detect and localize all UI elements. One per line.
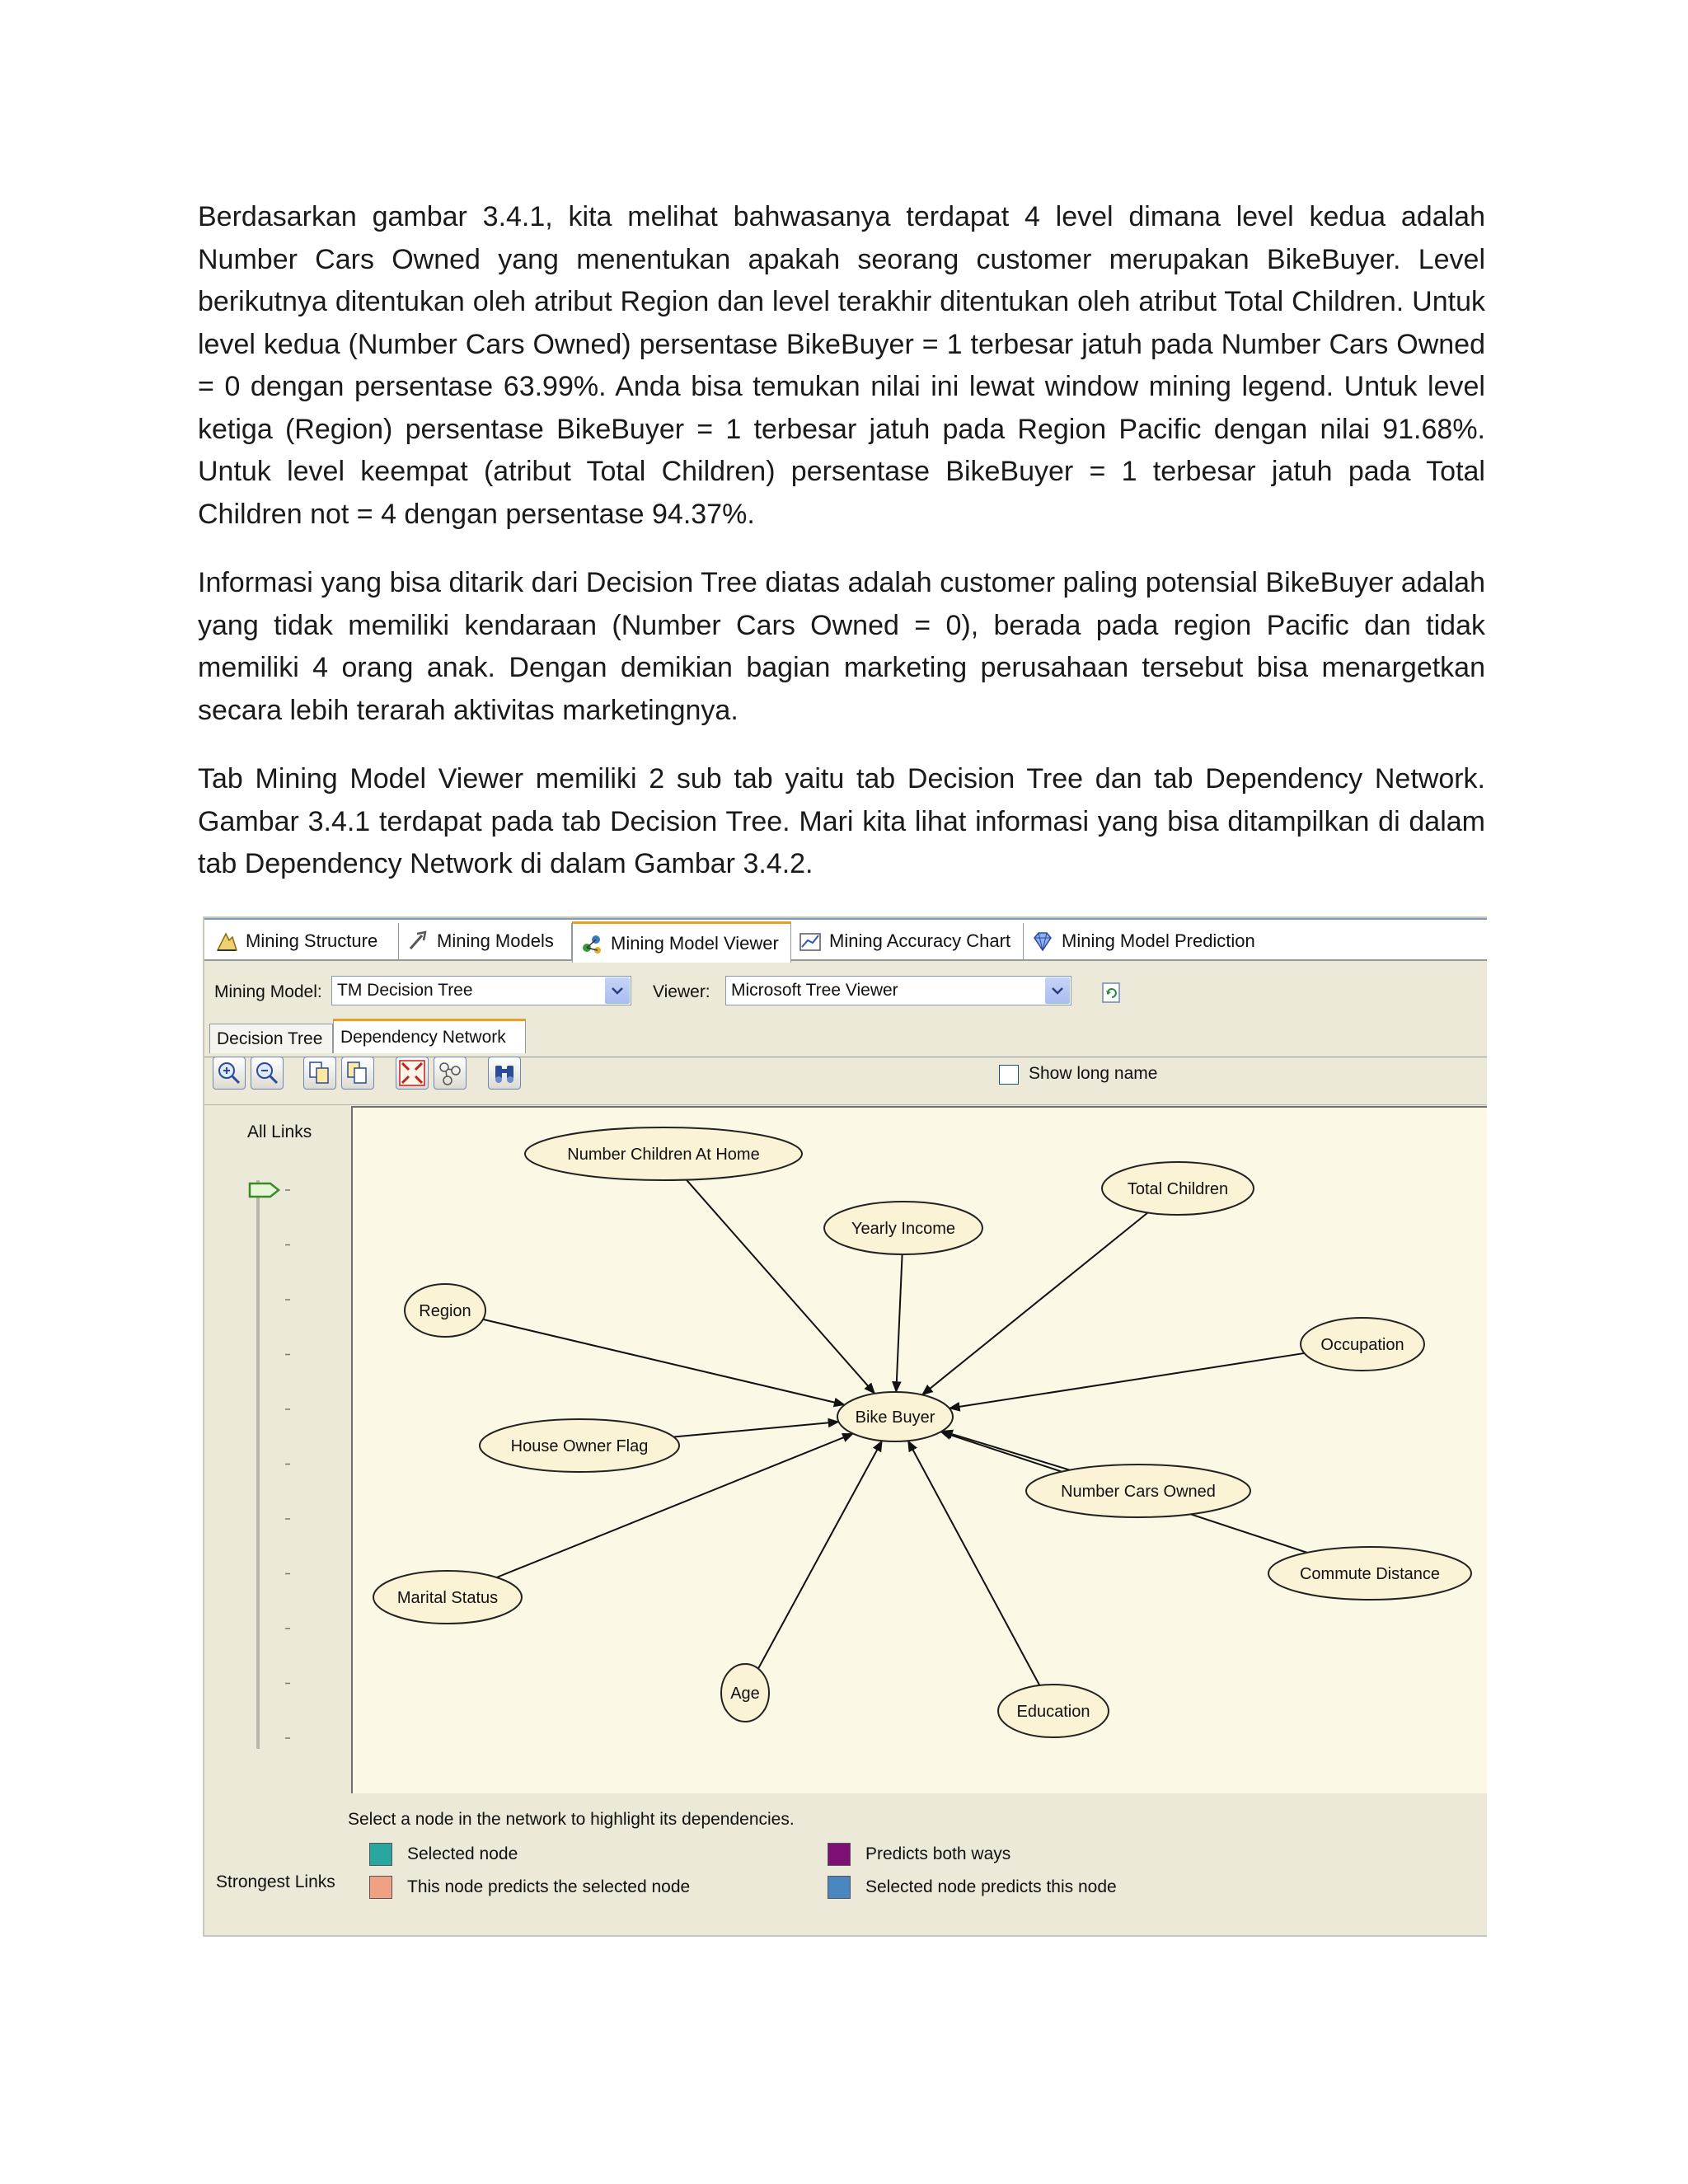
document-body (198, 196, 1485, 912)
node-label: Occupation (1320, 1336, 1404, 1354)
legend-swatch-predicts-selected (369, 1876, 392, 1899)
tab-label: Mining Model Prediction (1062, 930, 1255, 951)
link-house-owner-flag-to-bike-buyer (673, 1422, 838, 1436)
link-occupation-to-bike-buyer (950, 1353, 1305, 1408)
legend-label-selected-predicts: Selected node predicts this node (865, 1877, 1117, 1896)
subtab-decision-tree[interactable] (209, 1024, 333, 1053)
improve-layout-button[interactable] (434, 1057, 467, 1090)
tab-label: Mining Structure (246, 930, 378, 951)
node-education[interactable] (998, 1685, 1109, 1737)
subtab-label: Dependency Network (340, 1027, 506, 1047)
zoom-in-button[interactable] (213, 1057, 246, 1090)
node-label: Number Cars Owned (1061, 1483, 1216, 1501)
refresh-icon[interactable] (1101, 981, 1123, 1004)
all-links-label: All Links (247, 1122, 312, 1141)
fit-to-window-icon (396, 1057, 428, 1089)
tab-mining-structure[interactable] (208, 923, 399, 959)
show-long-name-checkbox[interactable] (999, 1065, 1019, 1085)
legend-swatch-selected-predicts (828, 1876, 851, 1899)
paragraph-1: Berdasarkan gambar 3.4.1, kita melihat bahwasanya terdapat 4 level dimana level kedua adalah Number Cars Owned yang menentukan apakah seorang customer merupakan BikeBuyer. Level berikutnya ditentukan oleh atribut Region dan level terakhir ditentukan oleh atribut Total Children. Untuk level kedua (Number Cars Owned) persentase BikeBuyer = 1 terbesar jatuh pada Number Cars Owned = 0 dengan persentase 63.99%. Anda bisa temukan nilai ini lewat window mining legend. Untuk level ketiga (Region) persentase BikeBuyer = 1 terbesar jatuh pada Region Pacific dengan nilai 91.68%. Untuk level keempat (atribut Total Children) persentase BikeBuyer = 1 terbesar jatuh pada Total Children not = 4 dengan persentase 94.37%. (198, 201, 1485, 530)
node-yearly-income[interactable] (824, 1202, 982, 1254)
node-label: Yearly Income (851, 1220, 955, 1238)
node-total-children[interactable] (1102, 1162, 1254, 1215)
node-occupation[interactable] (1301, 1318, 1424, 1371)
paragraph-2: Informasi yang bisa ditarik dari Decision Tree diatas adalah customer paling potensial BikeBuyer adalah yang tidak memiliki kendaraan (Number Cars Owned = 0), berada pada region Pacific dan tidak memiliki 4 orang anak. Dengan demikian bagian marketing perusahaan tersebut bisa menargetkan secara lebih terarah aktivitas marketingnya. (198, 567, 1485, 726)
legend-panel (204, 1793, 1487, 1937)
viewer-select[interactable] (725, 976, 1071, 1005)
node-number-cars-owned[interactable] (1026, 1465, 1250, 1517)
links-slider[interactable] (204, 1106, 351, 1782)
mining-models-icon (406, 929, 430, 954)
network-toolbar (204, 1050, 1487, 1105)
show-long-name-label: Show long name (1029, 1064, 1158, 1083)
slider-thumb[interactable] (250, 1183, 279, 1197)
strongest-links-label: Strongest Links (216, 1872, 335, 1891)
node-label: Education (1016, 1703, 1090, 1721)
node-number-children-at-home[interactable] (525, 1127, 802, 1180)
tab-label: Mining Accuracy Chart (829, 930, 1011, 951)
link-age-to-bike-buyer (758, 1441, 882, 1669)
mining-model-label: Mining Model: (214, 982, 322, 1001)
dropdown-button[interactable] (605, 977, 630, 1004)
binoculars-icon (489, 1057, 520, 1089)
legend-swatch-selected (369, 1843, 392, 1866)
viewer-value: Microsoft Tree Viewer (731, 981, 898, 1000)
chevron-down-icon (1051, 986, 1064, 996)
hint-text: Select a node in the network to highlight its dependencies. (348, 1810, 795, 1829)
link-number-cars-owned-to-bike-buyer (942, 1431, 1070, 1469)
node-marital-status[interactable] (373, 1571, 522, 1624)
node-region[interactable] (405, 1284, 485, 1337)
copy-graph-button[interactable] (303, 1057, 336, 1090)
node-label: Total Children (1127, 1180, 1229, 1198)
tab-label: Mining Models (437, 930, 554, 951)
tab-mining-model-viewer[interactable] (572, 921, 791, 963)
mining-structure-icon (214, 929, 239, 954)
accuracy-chart-icon (798, 929, 823, 954)
dependency-network-canvas[interactable] (351, 1106, 1487, 1793)
zoom-out-icon (251, 1057, 283, 1089)
legend-swatch-both-ways (828, 1843, 851, 1866)
mining-designer-screenshot (203, 916, 1487, 1937)
copy-icon (304, 1057, 335, 1089)
link-yearly-income-to-bike-buyer (896, 1254, 902, 1392)
mining-model-select[interactable] (331, 976, 631, 1005)
paragraph-3: Tab Mining Model Viewer memiliki 2 sub tab yaitu tab Decision Tree dan tab Dependency Network. Gambar 3.4.1 terdapat pada tab Decision Tree. Mari kita lihat informasi yang bisa ditampilkan di dalam tab Dependency Network di dalam Gambar 3.4.2. (198, 763, 1485, 879)
node-label: House Owner Flag (510, 1437, 649, 1455)
node-commute-distance[interactable] (1268, 1547, 1471, 1600)
link-region-to-bike-buyer (483, 1319, 845, 1405)
copy-view-icon (342, 1057, 373, 1089)
node-label: Marital Status (396, 1589, 499, 1607)
main-tab-bar (204, 918, 1487, 961)
layout-icon (434, 1057, 466, 1089)
tab-label: Mining Model Viewer (611, 932, 779, 954)
legend-label-both-ways: Predicts both ways (865, 1844, 1011, 1863)
node-age[interactable] (721, 1664, 769, 1722)
node-label: Age (730, 1685, 760, 1703)
slider-track[interactable] (256, 1180, 260, 1749)
node-label: Region (419, 1302, 471, 1320)
node-label: Bike Buyer (855, 1408, 935, 1427)
find-node-button[interactable] (488, 1057, 521, 1090)
dropdown-button[interactable] (1045, 977, 1070, 1004)
node-label: Number Children At Home (567, 1146, 760, 1164)
model-selector-row (204, 968, 1487, 1009)
tab-mining-model-prediction[interactable] (1024, 923, 1271, 959)
node-bike-buyer[interactable] (837, 1392, 953, 1441)
links-slider-panel (204, 1106, 351, 1782)
mining-model-viewer-icon (579, 931, 604, 956)
legend-label-predicts-selected: This node predicts the selected node (407, 1877, 691, 1896)
viewer-label: Viewer: (653, 982, 710, 1001)
legend-label-selected: Selected node (407, 1844, 518, 1863)
copy-view-button[interactable] (341, 1057, 374, 1090)
tab-mining-accuracy-chart[interactable] (791, 923, 1024, 959)
mining-model-value: TM Decision Tree (337, 981, 473, 1000)
node-label: Commute Distance (1299, 1565, 1441, 1583)
chevron-down-icon (611, 986, 624, 996)
node-house-owner-flag[interactable] (480, 1419, 679, 1472)
subtab-dependency-network[interactable] (333, 1019, 526, 1053)
diamond-icon (1030, 929, 1055, 954)
link-education-to-bike-buyer (908, 1441, 1040, 1685)
tab-mining-models[interactable] (399, 923, 572, 959)
zoom-in-icon (213, 1057, 245, 1089)
dependency-network-graph (353, 1108, 1487, 1795)
subtab-label: Decision Tree (217, 1029, 323, 1048)
fit-to-window-button[interactable] (396, 1057, 429, 1090)
zoom-out-button[interactable] (251, 1057, 284, 1090)
